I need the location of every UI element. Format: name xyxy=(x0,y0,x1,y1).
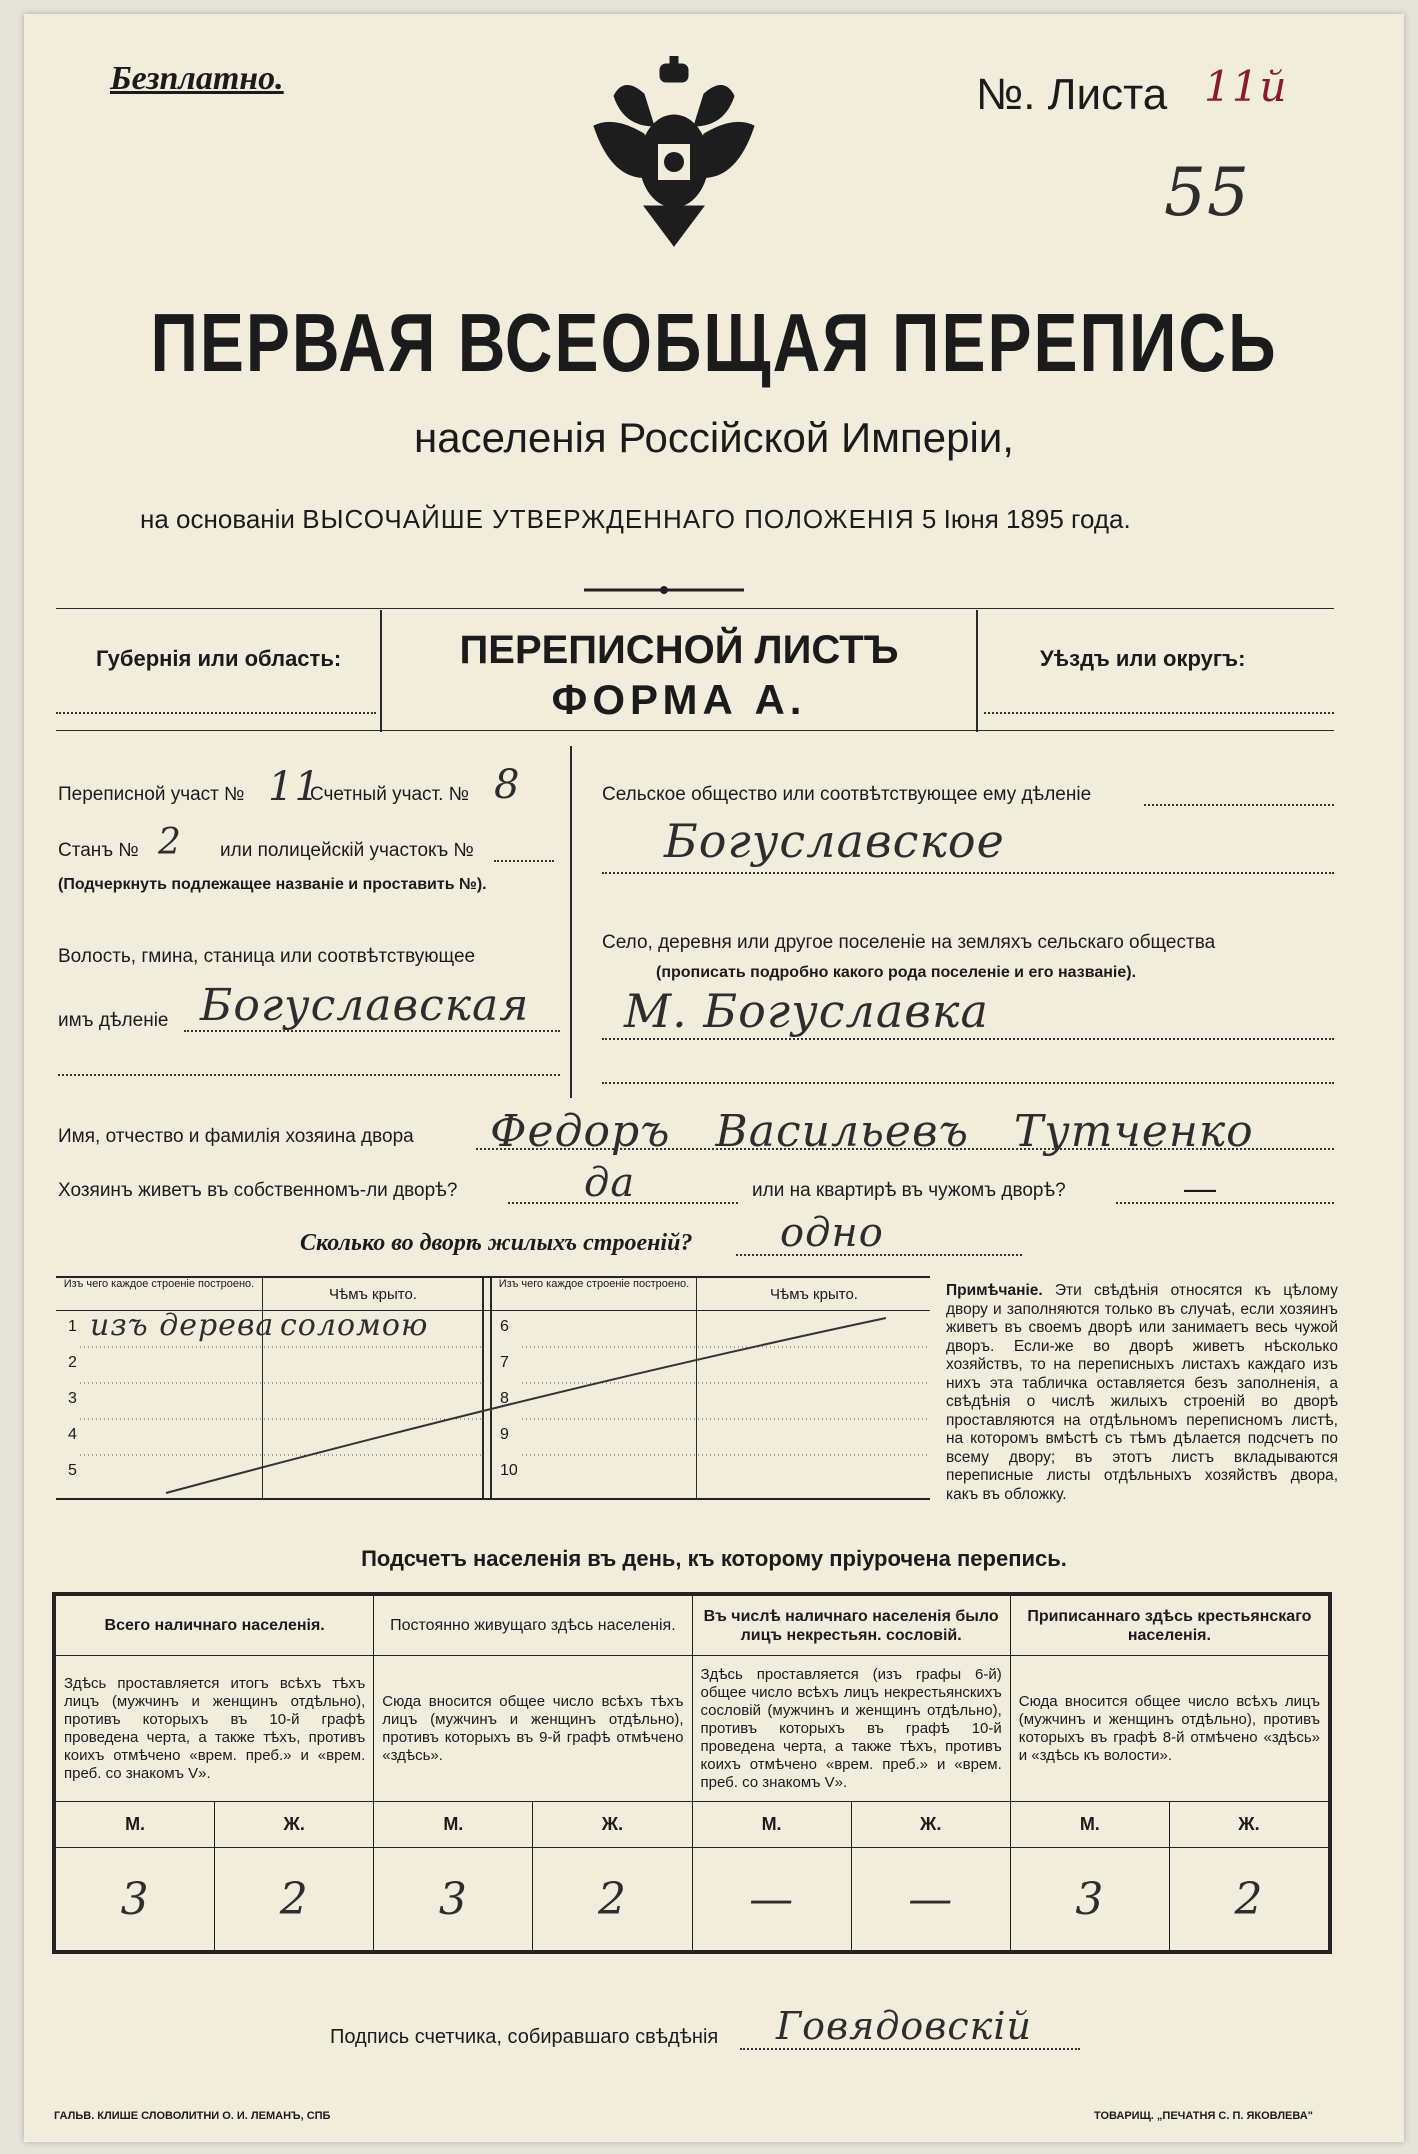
buildings-label: Сколько во дворѣ жилыхъ строеній? xyxy=(300,1230,693,1256)
village-note: (прописать подробно какого рода поселеніе и его названіе). xyxy=(656,964,1137,981)
divider xyxy=(380,610,382,732)
uezd-field xyxy=(984,712,1334,714)
own-yard-field xyxy=(508,1202,738,1204)
col-material-left: Изъ чего каждое строеніе построено. xyxy=(63,1278,255,1290)
col-material-right: Изъ чего каждое строеніе построено. xyxy=(498,1278,690,1290)
gubernia-field xyxy=(56,712,376,714)
owner-name-label: Имя, отчество и фамилія хозяина двора xyxy=(58,1126,414,1147)
row-number: 8 xyxy=(500,1390,509,1407)
title-main: ПЕРВАЯ ВСЕОБЩАЯ ПЕРЕПИСЬ xyxy=(150,295,1278,389)
volost-field xyxy=(184,1030,560,1032)
form-header-top-line xyxy=(56,608,1334,609)
nonpeasant-male: — xyxy=(692,1848,851,1951)
census-district-value: 11 xyxy=(268,764,321,810)
village-field-2 xyxy=(602,1082,1334,1084)
volost-value: Богуславская xyxy=(200,980,530,1031)
society-label: Сельское общество или соотвѣтствующее ему дѣленіе xyxy=(602,784,1092,805)
divider xyxy=(570,746,572,1098)
male-header: М. xyxy=(56,1802,215,1848)
col-permanent-desc: Сюда вносится общее число всѣхъ тѣхъ лицъ (мужчинъ и женщинъ отдѣльно), противъ которыхъ въ 9-й графѣ отмѣчено «здѣсь». xyxy=(374,1656,692,1802)
form-title: ПЕРЕПИСНОЙ ЛИСТЪ xyxy=(459,628,899,672)
col-nonpeasant-desc: Здѣсь проставляется (изъ графы 6-й) общее число всѣхъ лицъ некрестьянскихъ сословій (мужчинъ и женщинъ отдѣльно), противъ которыхъ въ графѣ 10-й проведена черта, а также тѣхъ, противъ коихъ отмѣчено «врем. преб.» и «врем. преб. со знакомъ V». xyxy=(692,1656,1010,1802)
ornament-divider xyxy=(584,582,744,592)
footer-left: ГАЛЬВ. КЛИШЕ СЛОВОЛИТНИ О. И. ЛЕМАНЪ, СПБ xyxy=(54,2110,331,2122)
row-number: 3 xyxy=(68,1390,77,1407)
buildings-note xyxy=(946,1282,1338,1504)
col-nonpeasant-title: Въ числѣ наличнаго населенія было лицъ некрестьян. сословій. xyxy=(692,1596,1010,1656)
volost-label2: имъ дѣленіе xyxy=(58,1010,169,1031)
buildings-table xyxy=(56,1276,930,1500)
male-header: М. xyxy=(1010,1802,1169,1848)
own-yard-label: Хозяинъ живетъ въ собственномъ-ли дворѣ? xyxy=(58,1180,458,1201)
stan-label: Станъ № xyxy=(58,840,139,861)
title-basis-a: на основаніи xyxy=(140,504,295,534)
building-1-roof: соломою xyxy=(280,1308,429,1343)
col-registered-title: Приписаннаго здѣсь крестьянскаго населенія. xyxy=(1010,1596,1328,1656)
col-total-title: Всего наличнаго населенія. xyxy=(56,1596,374,1656)
row-number: 4 xyxy=(68,1426,77,1443)
volost-label: Волость, гмина, станица или соотвѣтствующее xyxy=(58,946,476,967)
title-basis xyxy=(140,504,1131,535)
gubernia-label: Губернія или область: xyxy=(96,646,342,671)
divider xyxy=(976,610,978,732)
title-sub: населенія Россійской Имперіи, xyxy=(414,414,1014,461)
col-roof-right: Чѣмъ крыто. xyxy=(770,1286,858,1303)
buildings-value: одно xyxy=(780,1210,884,1256)
rented-value: — xyxy=(1184,1170,1216,1206)
counting-district-label: Счетный участ. № xyxy=(310,784,470,805)
male-header: М. xyxy=(374,1802,533,1848)
census-sheet xyxy=(24,14,1404,2142)
cross-out-stroke xyxy=(56,1278,930,1498)
total-male: 3 xyxy=(56,1848,215,1951)
owner-name-field xyxy=(476,1148,1334,1150)
female-header: Ж. xyxy=(851,1802,1010,1848)
rented-field xyxy=(1116,1202,1334,1204)
row-number: 10 xyxy=(500,1462,518,1479)
permanent-female: 2 xyxy=(533,1848,692,1951)
police-field xyxy=(494,860,554,862)
title-basis-c: 5 Іюня 1895 года. xyxy=(921,504,1131,534)
row-number: 2 xyxy=(68,1354,77,1371)
row-number: 9 xyxy=(500,1426,509,1443)
society-value: Богуславское xyxy=(664,814,1005,868)
own-yard-value: да xyxy=(584,1160,636,1206)
village-field xyxy=(602,1038,1334,1040)
title-basis-b: ВЫСОЧАЙШЕ УТВЕРЖДЕННАГО ПОЛОЖЕНІЯ xyxy=(302,504,915,534)
female-header: Ж. xyxy=(215,1802,374,1848)
census-district-label: Переписной участ № xyxy=(58,784,245,805)
village-label: Село, деревня или другое поселеніе на земляхъ сельскаго общества xyxy=(602,932,1216,953)
nonpeasant-female: — xyxy=(851,1848,1010,1951)
village-value: М. Богуславка xyxy=(624,984,989,1038)
col-registered-desc: Сюда вносится общее число всѣхъ лицъ (мужчинъ и женщинъ отдѣльно), противъ которыхъ въ графѣ 8-й отмѣчено «здѣсь» и «здѣсь къ волости». xyxy=(1010,1656,1328,1802)
male-header: М. xyxy=(692,1802,851,1848)
stan-value: 2 xyxy=(158,822,182,863)
population-title: Подсчетъ населенія въ день, къ которому пріурочена перепись. xyxy=(361,1546,1067,1571)
stan-note: (Подчеркнуть подлежащее названіе и проставить №). xyxy=(58,876,487,893)
signature-value: Говядовскій xyxy=(776,2004,1032,2048)
col-permanent-title: Постоянно живущаго здѣсь населенія. xyxy=(374,1596,692,1656)
buildings-field xyxy=(736,1254,1022,1256)
row-number: 7 xyxy=(500,1354,509,1371)
building-1-material: изъ дерева xyxy=(90,1308,275,1343)
note-text: Эти свѣдѣнія относятся къ цѣлому двору и заполняются только въ случаѣ, если хозяинъ живетъ въ своемъ дворѣ или занимаетъ весь чужой дворъ. Если-же во дворѣ живетъ нѣсколько хозяйствъ, то на переписныхъ листахъ каждаго изъ нихъ эта табличка оставляется безъ заполненія, а свѣдѣнія о числѣ жилыхъ строеній во дворѣ проставляются на отдѣльномъ переписномъ листѣ, на которомъ вмѣстѣ съ тѣмъ дѣлается подсчетъ по всему двору; въ этотъ листъ вкладываются переписные листы отдѣльныхъ хозяйствъ двора, какъ въ обложку. xyxy=(946,1282,1338,1503)
permanent-male: 3 xyxy=(374,1848,533,1951)
free-label: Безплатно. xyxy=(110,60,284,97)
row-number: 5 xyxy=(68,1462,77,1479)
registered-male: 3 xyxy=(1010,1848,1169,1951)
col-roof-left: Чѣмъ крыто. xyxy=(329,1286,417,1303)
row-number: 6 xyxy=(500,1318,509,1335)
rented-label: или на квартирѣ въ чужомъ дворѣ? xyxy=(752,1180,1066,1201)
form-header-bottom-line xyxy=(56,730,1334,731)
form-name: ФОРМА А. xyxy=(551,676,807,723)
society-field-2 xyxy=(602,872,1334,874)
row-number: 1 xyxy=(68,1318,77,1335)
counting-district-value: 8 xyxy=(494,762,521,808)
sheet-number-value: 11й xyxy=(1204,62,1288,111)
signature-field xyxy=(740,2048,1080,2050)
note-title: Примѣчаніе. xyxy=(946,1282,1043,1299)
corner-number: 55 xyxy=(1164,154,1250,231)
uezd-label: Уѣздъ или округъ: xyxy=(1040,646,1246,671)
sheet-number-label: №. Листа xyxy=(976,70,1168,119)
female-header: Ж. xyxy=(1169,1802,1328,1848)
owner-name-value: Федоръ Васильевъ Тутченко xyxy=(490,1106,1254,1157)
total-female: 2 xyxy=(215,1848,374,1951)
police-label: или полицейскій участокъ № xyxy=(220,840,474,861)
population-table xyxy=(52,1592,1332,1954)
society-field xyxy=(1144,804,1334,806)
registered-female: 2 xyxy=(1169,1848,1328,1951)
coat-of-arms-icon xyxy=(584,56,764,256)
footer-right: ТОВАРИЩ. „ПЕЧАТНЯ С. П. ЯКОВЛЕВА" xyxy=(1094,2110,1313,2122)
col-total-desc: Здѣсь проставляется итогъ всѣхъ тѣхъ лицъ (мужчинъ и женщинъ отдѣльно), противъ которыхъ въ 10-й графѣ проведена черта, а также тѣхъ, противъ коихъ отмѣчено «врем. преб.» и «врем. преб. со знакомъ V». xyxy=(56,1656,374,1802)
female-header: Ж. xyxy=(533,1802,692,1848)
volost-field-2 xyxy=(58,1074,560,1076)
signature-label: Подпись счетчика, собиравшаго свѣдѣнія xyxy=(330,2026,719,2048)
